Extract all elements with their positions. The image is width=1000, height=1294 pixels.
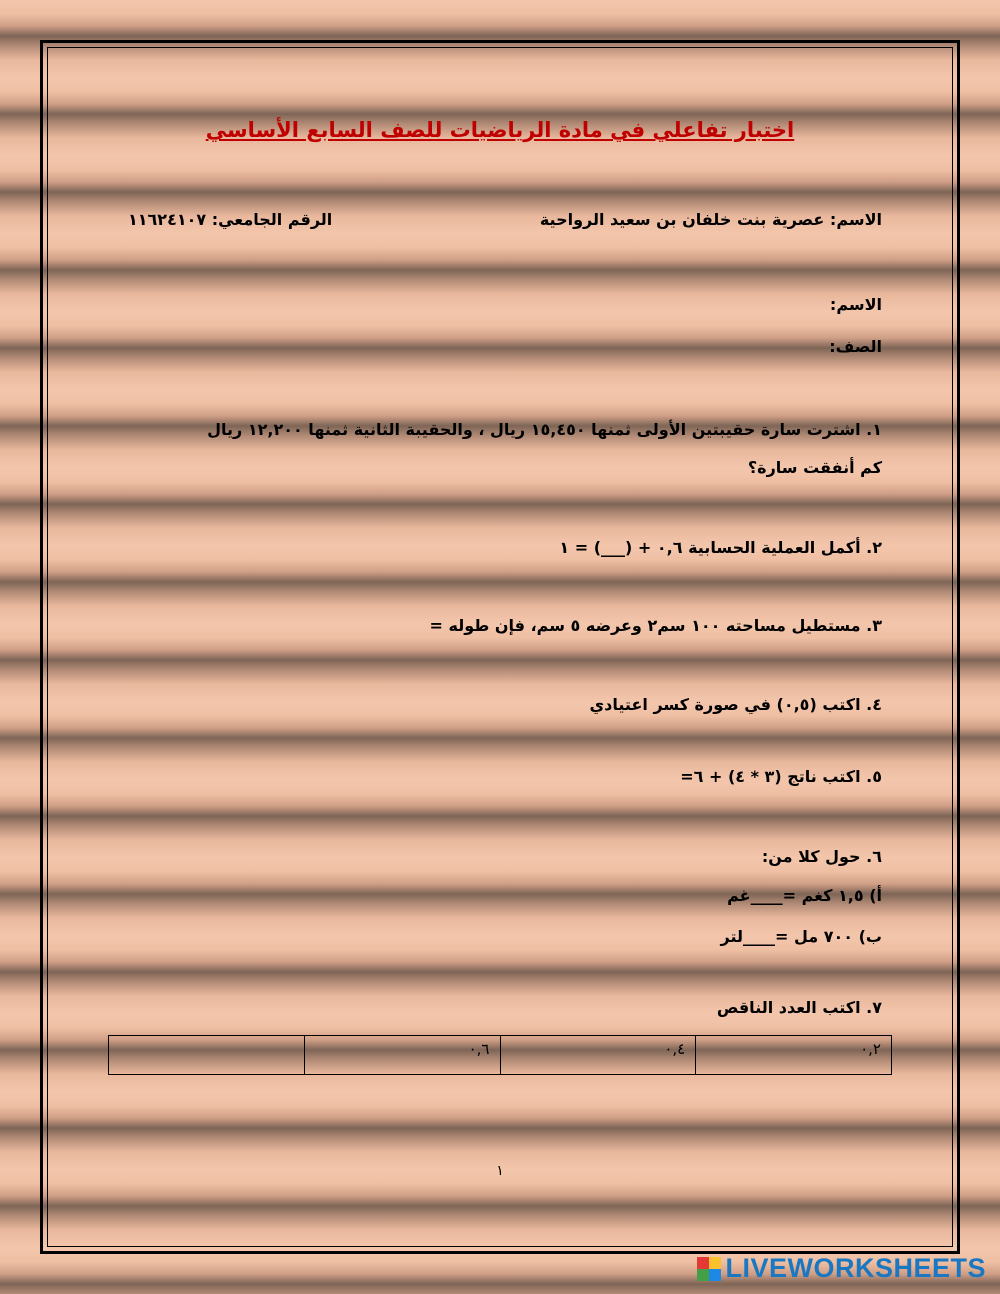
question-4: ٤. اكتب (٠,٥) في صورة كسر اعتيادي [589, 695, 882, 714]
author-name: الاسم: عصرية بنت خلفان بن سعيد الرواحية [539, 210, 882, 229]
question-5: ٥. اكتب ناتج (٣ * ٤) + ٦= [680, 767, 882, 786]
question-7: ٧. اكتب العدد الناقص [716, 998, 882, 1017]
logo-square-green [697, 1269, 709, 1281]
sequence-cell: ٠,٤ [500, 1036, 696, 1075]
question-6: ٦. حول كلا من: [761, 847, 882, 866]
worksheet-title: اختبار تفاعلي في مادة الرياضيات للصف السابع الأساسي [205, 118, 795, 142]
question-1-line-2: كم أنفقت سارة؟ [747, 458, 882, 477]
liveworksheets-wordmark: LIVEWORKSHEETS [725, 1253, 986, 1283]
logo-square-yellow [709, 1257, 721, 1269]
sequence-cell: ٠,٦ [304, 1036, 500, 1075]
question-1-line-1: ١. اشترت سارة حقيبتين الأولى ثمنها ١٥,٤٥٠ ريال ، والحقيبة الثانية ثمنها ١٢,٢٠٠ ريال [207, 420, 882, 439]
author-id: الرقم الجامعي: ١١٦٢٤١٠٧ [128, 210, 333, 229]
page-number: ١ [496, 1163, 504, 1179]
liveworksheets-brand[interactable] [697, 1253, 986, 1284]
liveworksheets-logo-icon [697, 1257, 721, 1281]
logo-square-blue [709, 1269, 721, 1281]
logo-square-red [697, 1257, 709, 1269]
student-name-label: الاسم: [829, 295, 882, 314]
sequence-table [108, 1035, 892, 1075]
question-3: ٣. مستطيل مساحته ١٠٠ سم٢ وعرضه ٥ سم، فإن طوله = [429, 616, 882, 635]
question-2: ٢. أكمل العملية الحسابية ٠,٦ + (___) = ١ [559, 538, 882, 557]
table-row [109, 1036, 892, 1075]
question-6-part-a: أ) ١,٥ كغم =____غم [727, 886, 882, 905]
sequence-cell: ٠,٢ [696, 1036, 892, 1075]
missing-number-cell[interactable] [109, 1036, 305, 1075]
question-6-part-b: ب) ٧٠٠ مل =____لتر [720, 927, 882, 946]
student-class-label: الصف: [829, 337, 882, 356]
